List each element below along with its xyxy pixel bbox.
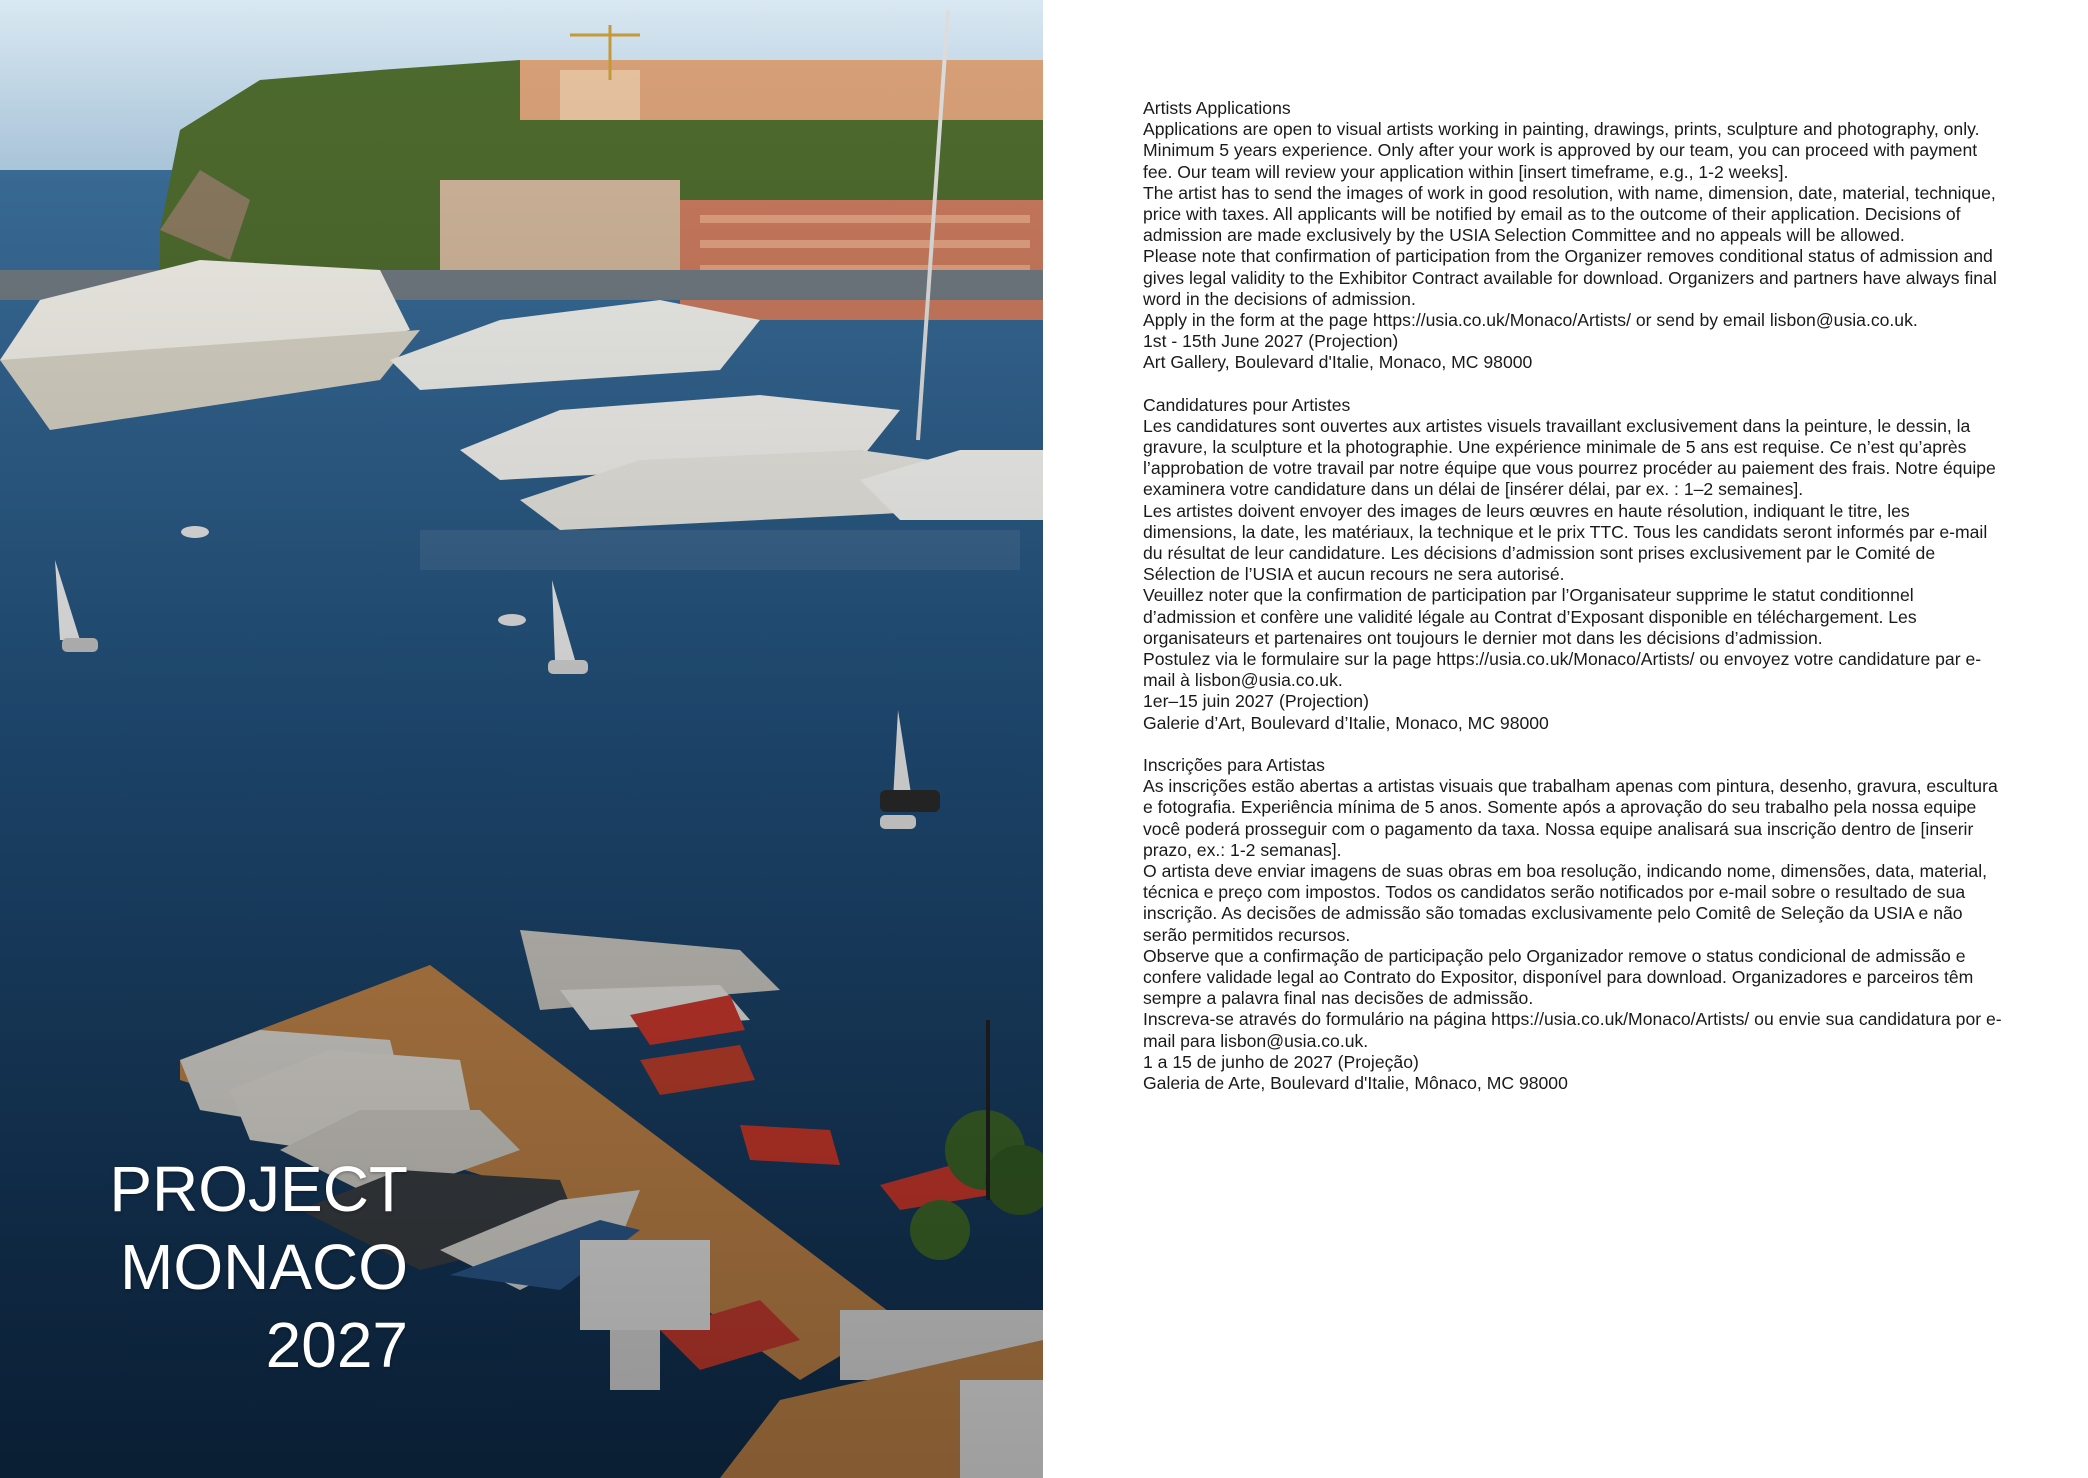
- cover-photo-panel: [0, 0, 1043, 1478]
- event-venue: Galerie d’Art, Boulevard d’Italie, Monaco, MC 98000: [1143, 712, 1549, 733]
- apply-paragraph: Apply in the form at the page https://usia.co.uk/Monaco/Artists/ or send by email lisbon@usia.co.uk.: [1143, 310, 1918, 331]
- section-heading: Candidatures pour Artistes: [1143, 394, 1351, 415]
- paragraph: As inscrições estão abertas a artistas visuais que trabalham apenas com pintura, desenho, gravura, escultura e fotografia. Experiência mínima de 5 anos. Somente após a aprovação do seu trabalho pela nossa equipe você poderá prosseguir com o pagamento da taxa. Nossa equipe analisará sua inscrição dentro de [inserir prazo, ex.: 1-2 semanas].: [1143, 776, 1998, 860]
- cover-title: [0, 1150, 408, 1384]
- section-french: [1143, 395, 2005, 734]
- section-heading: Inscrições para Artistas: [1143, 754, 1325, 775]
- paragraph: Observe que a confirmação de participação pelo Organizador remove o status condicional de admissão e confere validade legal ao Contrato do Expositor, disponível para download. Organizadores e parceiros têm sempre a palavra final nas decisões de admissão.: [1143, 945, 1974, 1009]
- paragraph: Les candidatures sont ouvertes aux artistes visuels travaillant exclusivement dans la peinture, le dessin, la gravure, la sculpture et la photographie. Une expérience minimale de 5 ans est requise. Ce n’est qu’après l’approbation de votre travail par notre équipe que vous pourrez procéder au paiement des frais. Notre équipe examinera votre candidature dans un délai de [insérer délai, par ex. : 1–2 semaines].: [1143, 415, 1996, 500]
- paragraph: Les artistes doivent envoyer des images de leurs œuvres en haute résolution, indiquant le titre, les dimensions, la date, les matériaux, la technique et le prix TTC. Tous les candidats seront informés par e-mail du résultat de leur candidature. Les décisions d’admission sont prises exclusivement par le Comité de Sélection de l’USIA et aucun recours ne sera autorisé.: [1143, 500, 1988, 585]
- event-dates: 1 a 15 de junho de 2027 (Projeção): [1143, 1051, 1419, 1072]
- text-column: [1143, 98, 2005, 1115]
- paragraph: Veuillez noter que la confirmation de participation par l’Organisateur supprime le statut conditionnel d’admission et confère une validité légale au Contrat d’Exposant disponible en téléchargement. Les organisateurs et partenaires ont toujours le dernier mot dans les décisions d’admission.: [1143, 585, 1917, 648]
- paragraph: O artista deve enviar imagens de suas obras em boa resolução, indicando nome, dimensões, data, material, técnica e preço com impostos. Todos os candidatos serão notificados por e-mail sobre o resultado de sua inscrição. As decisões de admissão são tomadas exclusivamente pelo Comitê de Seleção da USIA e não serão permitidos recursos.: [1143, 860, 1987, 945]
- cover-title-line: PROJECT: [109, 1153, 408, 1225]
- apply-paragraph: Postulez via le formulaire sur la page https://usia.co.uk/Monaco/Artists/ ou envoyez votre candidature par e-mail à lisbon@usia.co.uk.: [1143, 649, 1982, 691]
- apply-paragraph: Inscreva-se através do formulário na página https://usia.co.uk/Monaco/Artists/ ou envie sua candidatura por e-mail para lisbon@usia.co.uk.: [1143, 1009, 2002, 1051]
- section-portuguese: [1143, 755, 2005, 1094]
- event-dates: 1st - 15th June 2027 (Projection): [1143, 331, 1399, 352]
- text-page: [1043, 0, 2088, 1478]
- paragraph: Please note that confirmation of participation from the Organizer removes conditional status of admission and gives legal validity to the Exhibitor Contract available for download. Organizers and partners have always final word in the decisions of admission.: [1143, 246, 1997, 309]
- paragraph: The artist has to send the images of work in good resolution, with name, dimension, date, material, technique, price with taxes. All applicants will be notified by email as to the outcome of their application. Decisions of admission are made exclusively by the USIA Selection Committee and no appeals will be allowed.: [1143, 182, 1996, 246]
- event-venue: Galeria de Arte, Boulevard d'Italie, Mônaco, MC 98000: [1143, 1072, 1568, 1093]
- section-english: [1143, 98, 2005, 374]
- cover-title-year: 2027: [265, 1309, 408, 1381]
- event-dates: 1er–15 juin 2027 (Projection): [1143, 691, 1369, 712]
- section-heading: Artists Applications: [1143, 98, 1291, 118]
- paragraph: Applications are open to visual artists working in painting, drawings, prints, sculpture and photography, only. Minimum 5 years experience. Only after your work is approved by our team, you can proceed with payment fee. Our team will review your application within [insert timeframe, e.g., 1-2 weeks].: [1143, 119, 1980, 182]
- cover-title-line: MONACO: [120, 1231, 408, 1303]
- event-venue: Art Gallery, Boulevard d'Italie, Monaco, MC 98000: [1143, 352, 1533, 373]
